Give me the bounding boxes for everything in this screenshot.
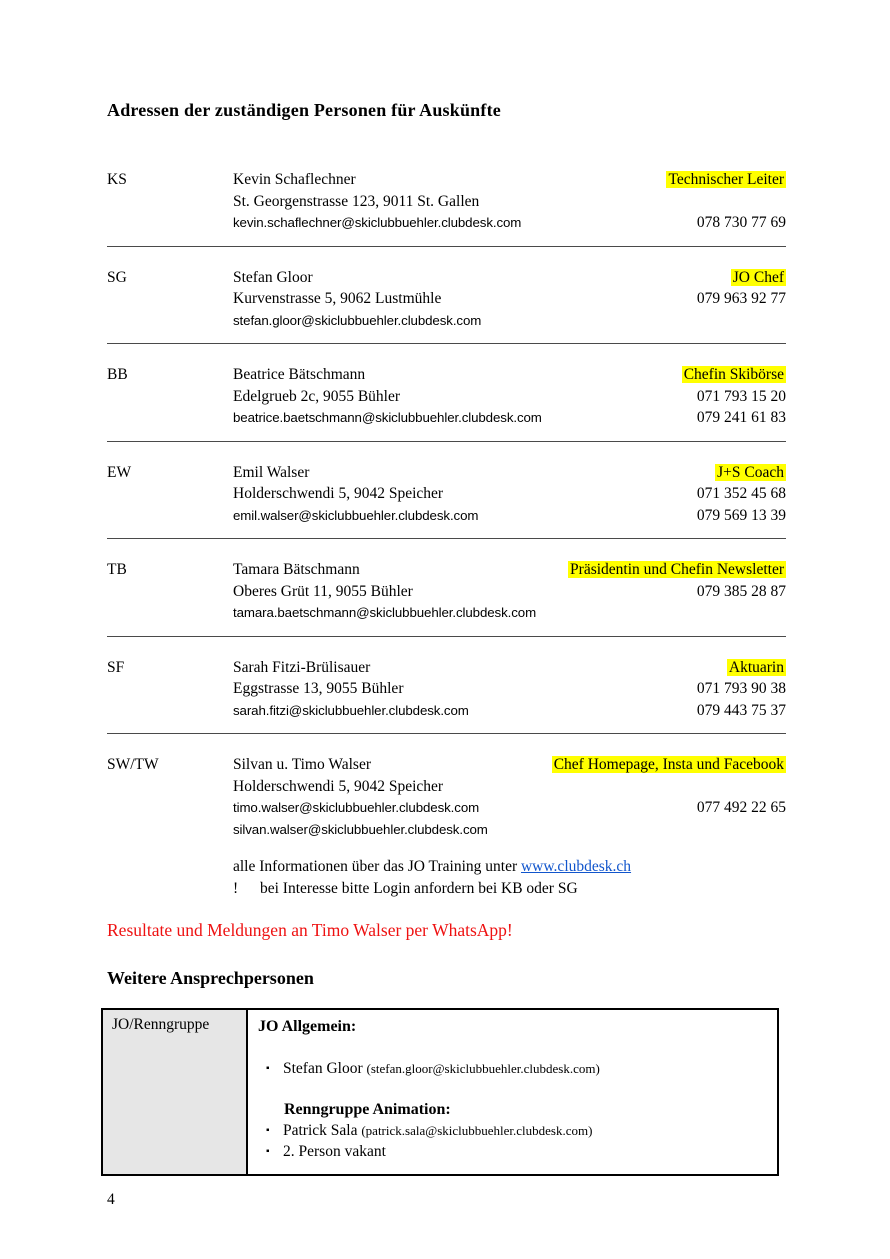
separator <box>107 441 786 442</box>
contact-email: silvan.walser@skiclubbuehler.clubdesk.com <box>233 821 488 837</box>
table-row-content <box>248 1010 777 1174</box>
separator <box>107 343 786 344</box>
contact-initials: SG <box>107 268 127 286</box>
contact-address: Oberes Grüt 11, 9055 Bühler <box>233 582 413 600</box>
contact-address: Eggstrasse 13, 9055 Bühler <box>233 680 404 697</box>
bullet-item <box>266 1120 765 1141</box>
group1-title: JO Allgemein: <box>258 1018 357 1035</box>
contact-address: Edelgrueb 2c, 9055 Bühler <box>233 387 401 405</box>
contact-block-ks <box>107 169 786 234</box>
contact-address: St. Georgenstrasse 123, 9011 St. Gallen <box>233 192 480 210</box>
info-note-text: alle Informationen über das JO Training unter <box>233 858 521 875</box>
contact-phone: 079 569 13 39 <box>696 506 786 524</box>
contact-phone: 071 352 45 68 <box>696 485 786 502</box>
contact-email: sarah.fitzi@skiclubbuehler.clubdesk.com <box>233 702 469 718</box>
contact-initials: SF <box>107 658 125 676</box>
contact-initials: EW <box>107 463 132 481</box>
contact-address: Holderschwendi 5, 9042 Speicher <box>233 485 444 502</box>
person-line <box>283 1058 600 1079</box>
person-line <box>283 1120 592 1141</box>
clubdesk-link[interactable]: www.clubdesk.ch <box>520 858 632 875</box>
whatsapp-alert: Resultate und Meldungen an Timo Walser per WhatsApp! <box>107 920 513 940</box>
contact-role: Chefin Skibörse <box>683 366 784 383</box>
contact-role: Aktuarin <box>728 658 784 676</box>
contact-role: JO Chef <box>732 268 784 286</box>
info-note-line2 <box>233 878 786 900</box>
contact-role: J+S Coach <box>717 463 784 481</box>
contact-phone: 078 730 77 69 <box>696 214 786 231</box>
contact-role: Präsidentin und Chefin Newsletter <box>570 561 784 578</box>
contact-phone: 071 793 15 20 <box>696 387 786 405</box>
contact-list <box>107 169 786 840</box>
person-name: Patrick Sala <box>283 1122 362 1139</box>
contact-name: Silvan u. Timo Walser <box>233 756 371 773</box>
contact-role: Technischer Leiter <box>668 171 784 188</box>
info-note-line1 <box>233 856 786 878</box>
contact-phone: 079 385 28 87 <box>696 582 786 600</box>
group2-title: Renngruppe Animation: <box>284 1101 451 1118</box>
contact-phone: 079 963 92 77 <box>696 290 786 307</box>
contact-email: emil.walser@skiclubbuehler.clubdesk.com <box>233 507 479 523</box>
separator <box>107 538 786 539</box>
contact-email: stefan.gloor@skiclubbuehler.clubdesk.com <box>233 312 482 328</box>
contact-email: tamara.baetschmann@skiclubbuehler.clubdesk.com <box>233 605 537 620</box>
contact-name: Tamara Bätschmann <box>233 561 360 578</box>
contact-address: Holderschwendi 5, 9042 Speicher <box>233 777 444 795</box>
contact-role: Chef Homepage, Insta und Facebook <box>553 756 784 773</box>
contact-initials: BB <box>107 366 128 383</box>
contact-phone: 079 443 75 37 <box>696 701 786 719</box>
contact-initials: TB <box>107 561 127 578</box>
table-row-label: JO/Renngruppe <box>103 1010 248 1174</box>
contact-email: beatrice.baetschmann@skiclubbuehler.clubdesk.com <box>233 410 542 425</box>
separator <box>107 636 786 637</box>
person-email: (stefan.gloor@skiclubbuehler.clubdesk.com) <box>366 1061 600 1076</box>
contact-block-sg <box>107 267 786 332</box>
bullet-square-icon: ▪ <box>266 1146 270 1157</box>
separator <box>107 733 786 734</box>
contact-block-tb <box>107 559 786 624</box>
contact-initials: SW/TW <box>107 756 159 773</box>
bullet-square-icon: ▪ <box>266 1125 270 1136</box>
contact-name: Emil Walser <box>233 463 310 481</box>
contact-initials: KS <box>107 171 127 188</box>
person-name: 2. Person vakant <box>283 1143 386 1160</box>
section-heading: Weitere Ansprechpersonen <box>107 968 314 988</box>
page-title: Adressen der zuständigen Personen für Auskünfte <box>107 100 501 120</box>
contact-email: timo.walser@skiclubbuehler.clubdesk.com <box>233 800 480 815</box>
exclamation-mark: ! <box>233 879 239 897</box>
contact-name: Stefan Gloor <box>233 268 313 286</box>
contact-address: Kurvenstrasse 5, 9062 Lustmühle <box>233 290 442 307</box>
separator <box>107 246 786 247</box>
bullet-item <box>266 1058 765 1079</box>
contact-table <box>101 1008 779 1176</box>
contact-block-bb <box>107 364 786 429</box>
person-email: (patrick.sala@skiclubbuehler.clubdesk.com) <box>361 1123 593 1138</box>
contact-block-swtw <box>107 754 786 840</box>
contact-phone: 077 492 22 65 <box>696 799 786 816</box>
contact-block-sf <box>107 657 786 722</box>
person-name: Stefan Gloor <box>283 1060 367 1077</box>
contact-name: Kevin Schaflechner <box>233 171 356 188</box>
contact-name: Beatrice Bätschmann <box>233 366 366 383</box>
bullet-item <box>266 1141 765 1162</box>
person-line <box>283 1141 386 1162</box>
page-number: 4 <box>107 1191 115 1208</box>
contact-block-ew <box>107 462 786 527</box>
info-note-text2: bei Interesse bitte Login anfordern bei KB oder SG <box>260 879 578 897</box>
info-note <box>107 856 786 899</box>
contact-phone: 079 241 61 83 <box>696 409 786 426</box>
bullet-square-icon: ▪ <box>266 1063 270 1074</box>
contact-email: kevin.schaflechner@skiclubbuehler.clubdesk.com <box>233 215 522 230</box>
contact-phone: 071 793 90 38 <box>696 680 786 697</box>
contact-name: Sarah Fitzi-Brülisauer <box>233 658 371 676</box>
